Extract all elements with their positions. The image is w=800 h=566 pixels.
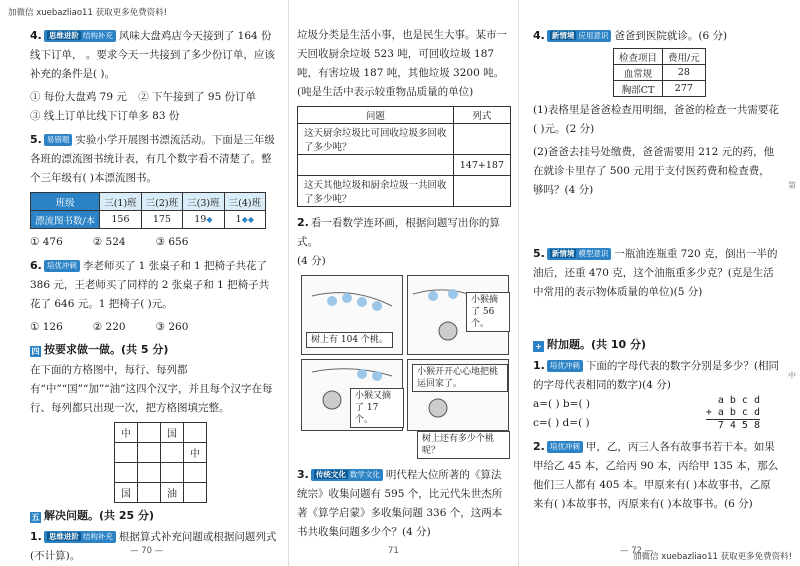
page-number: 71: [388, 546, 399, 556]
hanzi-grid: 中 国 中 国 油: [114, 422, 207, 503]
extra-icon: +: [533, 341, 544, 352]
top-watermark: 加微信 xuebazliao11 获取更多免费资料!: [8, 8, 167, 18]
problem-table: 问题 列式 这天厨余垃圾比可回收垃圾多回收了多少吨？ 147+187 这天其他垃圾和厨余垃圾一共回收了多少吨？: [297, 106, 511, 207]
smudge-icon: ◆: [206, 215, 213, 224]
question-tag: 易错题: [44, 134, 73, 146]
question-1: 1. 思维进阶 结构补充 根据算式补充问题或根据问题列式(不计算)。: [30, 530, 277, 562]
comic-panel-1: 树上有 104 个桃。: [301, 275, 403, 355]
question-tag: 新情境 模型意识: [547, 248, 612, 260]
question-tag: 培优冲刺: [44, 260, 80, 272]
section-4-text: 在下面的方格图中，每行、每列都有“中”“国”“加”“油”这四个汉字，并且每个汉字在每行、每列都只出现一次，把方格图填完整。: [30, 364, 273, 414]
question-4: 4. 思维进阶 结构补充 风味大盘鸡店今天接到了 164 份线下订单， 。要求今天一共接到了多少份订单，应该补充的条件是( )。: [30, 29, 275, 80]
smudge-icon: ◆◆: [241, 215, 255, 224]
side-mark: 第: [788, 181, 796, 190]
side-mark: 中: [788, 371, 796, 380]
question-5: 5. 易错题 实验小学开展图书漂流活动。下面是三年级各班的漂流图书统计表，有几个数字看不清楚了。整个三年级有( )本漂流图书。: [30, 133, 275, 184]
question-tag: 思维进阶 结构补充: [44, 30, 116, 42]
question-5: 5. 新情境 模型意识 一瓶油连瓶重 720 克，倒出一半的油后，还重 470 克，这个油瓶重多少克？(克是生活中常用的表示物体质量的单位)(5 分): [533, 247, 778, 298]
option-list: ① 每份大盘鸡 79 元 ② 下午接到了 95 份订单 ③ 线上订单比线下订单多 83 份: [30, 91, 257, 122]
comic-panel-2: 小猴摘了 56 个。: [407, 275, 509, 355]
page-number: — 70 —: [130, 546, 164, 556]
question-tag: 新情境 应用意识: [547, 30, 612, 42]
question-tag: 传统文化 数学文化: [311, 469, 383, 481]
question-3: 3. 传统文化 数学文化 明代程大位所著的《算法统宗》收集问题有 595 个，比元代朱世杰所著《算学启蒙》多收集问题 336 个，这两本书共收集问题多少个？(4 分): [297, 468, 503, 538]
extra-question-2: 2. 培优冲刺 甲，乙，丙三人各有故事书若干本。如果甲给乙 45 本，乙给丙 90 本，丙给甲 135 本，那么他们三人都有 405 本。甲原来有( )本故事书，乙原来有( )本故事书，丙原来有( )本故事书。(6 分): [533, 440, 779, 510]
garbage-intro: 垃圾分类是生活小事，也是民生大事。某市一天回收厨余垃圾 523 吨，可回收垃圾 187 吨，有害垃圾 187 吨，其他垃圾 3200 吨。(吨是生活中表示较重物品质量的单位): [297, 29, 507, 98]
question-tag: 思维进阶 结构补充: [44, 531, 116, 543]
question-2: 2. 看一看数学连环画，根据问题写出你的算式。 (4 分): [297, 216, 500, 267]
comic-question: 树上还有多少个桃呢？: [417, 431, 510, 459]
comic-panel-4: 小猴开开心心地把桃运回家了。: [407, 359, 509, 431]
page-70: [0, 0, 288, 566]
addition-problem: a b c d + a b c d 7 4 5 8: [705, 395, 760, 431]
option-list: ① 476 ② 524 ③ 656: [30, 236, 189, 248]
extra-title: + 附加题。(共 10 分): [533, 336, 780, 354]
question-4: 4. 新情境 应用意识 爸爸到医院就诊。(6 分): [533, 29, 728, 42]
question-tag: 培优冲刺: [547, 441, 583, 453]
page-71: [288, 0, 518, 566]
question-tag: 培优冲刺: [547, 360, 583, 372]
page-72: [518, 0, 800, 566]
letters-block: a=( ) b=( ) c=( ) d=( ) a b c d + a b c d 7 4 5 8: [533, 395, 760, 431]
bottom-watermark: 加微信 xuebazliao11 获取更多免费资料!: [633, 552, 792, 562]
page-number: — 72 —: [620, 546, 654, 556]
book-table: 班级 三(1)班 三(2)班 三(3)班 三(4)班 漂流图书数/本 156 175 19◆ 1◆◆: [30, 192, 266, 229]
comic-strip: [297, 275, 510, 456]
section-5-title: 五 解决问题。(共 25 分): [31, 509, 155, 522]
option-list: ① 126 ② 220 ③ 260: [30, 321, 189, 333]
sub-question-1: (1)表格里是爸爸检查用明细，爸爸的检查一共需要花( )元。(2 分): [533, 104, 779, 135]
sub-question-2: (2)爸爸去挂号处缴费，爸爸需要用 212 元的药，他在就诊卡里存了 500 元用于支付医药费和检查费，够吗？(4 分): [533, 146, 775, 196]
section-4-title: 四 按要求做一做。(共 5 分): [31, 343, 169, 356]
comic-panel-3: 小猴又摘了 17 个。: [301, 359, 403, 431]
fee-table: 检查项目 费用/元 血常规 28 胸部CT 277: [613, 48, 706, 97]
extra-question-1: 1. 培优冲刺 下面的字母代表的数字分别是多少？(相同的字母代表相同的数字)(4 分): [533, 359, 779, 391]
question-6: 6. 培优冲刺 李老师买了 1 张桌子和 1 把椅子共花了 386 元，王老师买了同样的 2 张桌子和 1 把椅子共花了 646 元。1 把椅子( )元。: [30, 259, 270, 310]
